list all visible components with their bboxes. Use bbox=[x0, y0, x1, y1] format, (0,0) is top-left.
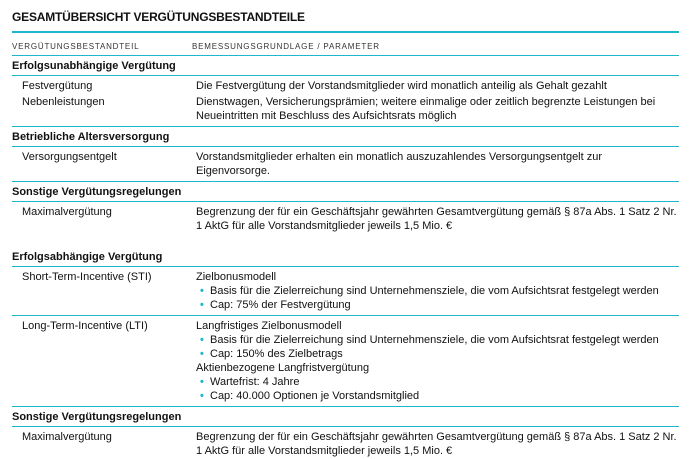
row-content-sti bbox=[192, 270, 679, 312]
header-col-right: BEMESSUNGSGRUNDLAGE / PARAMETER bbox=[192, 42, 380, 51]
sti-bullet: • Basis für die Zielerreichung sind Unternehmensziele, die vom Aufsichtsrat festgelegt werden bbox=[210, 284, 679, 298]
section-divider-fixed bbox=[12, 75, 679, 76]
row-label: Maximalvergütung bbox=[22, 431, 112, 443]
lti-bullets-2 bbox=[196, 375, 679, 403]
table-row bbox=[12, 429, 679, 459]
lti-bullet: • Cap: 150% des Zielbetrags bbox=[210, 347, 679, 361]
section-title-other: Sonstige Vergütungsregelungen bbox=[12, 186, 182, 198]
section-divider-other2-top bbox=[12, 406, 679, 407]
section-divider-other1-top bbox=[12, 181, 679, 182]
row-text: Vorstandsmitglieder erhalten ein monatlich auszuzahlendes Versorgungsentgelt zur Eigenvorsorge. bbox=[196, 151, 603, 177]
sti-bullets bbox=[196, 284, 679, 312]
row-text: Dienstwagen, Versicherungsprämien; weitere einmalige oder zeitlich begrenzte Leistungen bei Neueintritten mit Beschluss des Aufsichtsrats möglich bbox=[196, 96, 656, 122]
row-content-lti bbox=[192, 319, 679, 403]
row-text: Begrenzung der für ein Geschäftsjahr gewährten Gesamtvergütung gemäß § 87a Abs. 1 Satz 2 Nr. 1 AktG für alle Vorstandsmitglieder jeweils 1,5 Mio. € bbox=[196, 431, 677, 457]
row-label: Maximalvergütung bbox=[22, 206, 112, 218]
section-divider-variable bbox=[12, 266, 679, 267]
row-label: Versorgungsentgelt bbox=[22, 151, 117, 163]
table-row-sti bbox=[12, 269, 679, 313]
title-divider bbox=[12, 31, 679, 33]
section-divider-pension-top bbox=[12, 126, 679, 127]
table-row bbox=[12, 94, 679, 124]
header-col-left: VERGÜTUNGSBESTANDTEIL bbox=[12, 42, 140, 51]
section-divider-pension bbox=[12, 146, 679, 147]
table-row bbox=[12, 204, 679, 234]
row-text: Die Festvergütung der Vorstandsmitglieder wird monatlich anteilig als Gehalt gezahlt bbox=[196, 80, 607, 92]
lti-heading-2: Aktienbezogene Langfristvergütung bbox=[196, 362, 370, 374]
document-title: GESAMTÜBERSICHT VERGÜTUNGSBESTANDTEILE bbox=[12, 10, 305, 24]
section-divider-other1 bbox=[12, 201, 679, 202]
table-row-lti bbox=[12, 318, 679, 404]
lti-bullet: • Cap: 40.000 Optionen je Vorstandsmitglied bbox=[210, 389, 679, 403]
section-title-fixed: Erfolgsunabhängige Vergütung bbox=[12, 60, 176, 72]
lti-bullet: • Wartefrist: 4 Jahre bbox=[210, 375, 679, 389]
table-row bbox=[12, 149, 679, 179]
row-label: Festvergütung bbox=[22, 80, 93, 92]
document-page bbox=[12, 10, 679, 459]
sti-heading: Zielbonusmodell bbox=[196, 271, 277, 283]
row-text: Begrenzung der für ein Geschäftsjahr gewährten Gesamtvergütung gemäß § 87a Abs. 1 Satz 2 Nr. 1 AktG für alle Vorstandsmitglieder jeweils 1,5 Mio. € bbox=[196, 206, 677, 232]
table-header bbox=[12, 42, 679, 51]
section-divider-other2 bbox=[12, 426, 679, 427]
row-divider-sti-lti bbox=[12, 315, 679, 316]
lti-bullets-1 bbox=[196, 333, 679, 361]
section-title-other-2: Sonstige Vergütungsregelungen bbox=[12, 411, 182, 423]
vertical-spacer bbox=[12, 234, 679, 249]
row-label: Nebenleistungen bbox=[22, 96, 105, 108]
row-label-sti: Short-Term-Incentive (STI) bbox=[22, 271, 152, 283]
section-title-variable: Erfolgsabhängige Vergütung bbox=[12, 251, 163, 263]
lti-heading-1: Langfristiges Zielbonusmodell bbox=[196, 320, 342, 332]
row-label-lti: Long-Term-Incentive (LTI) bbox=[22, 320, 148, 332]
table-row bbox=[12, 78, 679, 94]
header-divider bbox=[12, 55, 679, 56]
sti-bullet: • Cap: 75% der Festvergütung bbox=[210, 298, 679, 312]
lti-bullet: • Basis für die Zielerreichung sind Unternehmensziele, die vom Aufsichtsrat festgelegt werden bbox=[210, 333, 679, 347]
section-title-pension: Betriebliche Altersversorgung bbox=[12, 131, 170, 143]
